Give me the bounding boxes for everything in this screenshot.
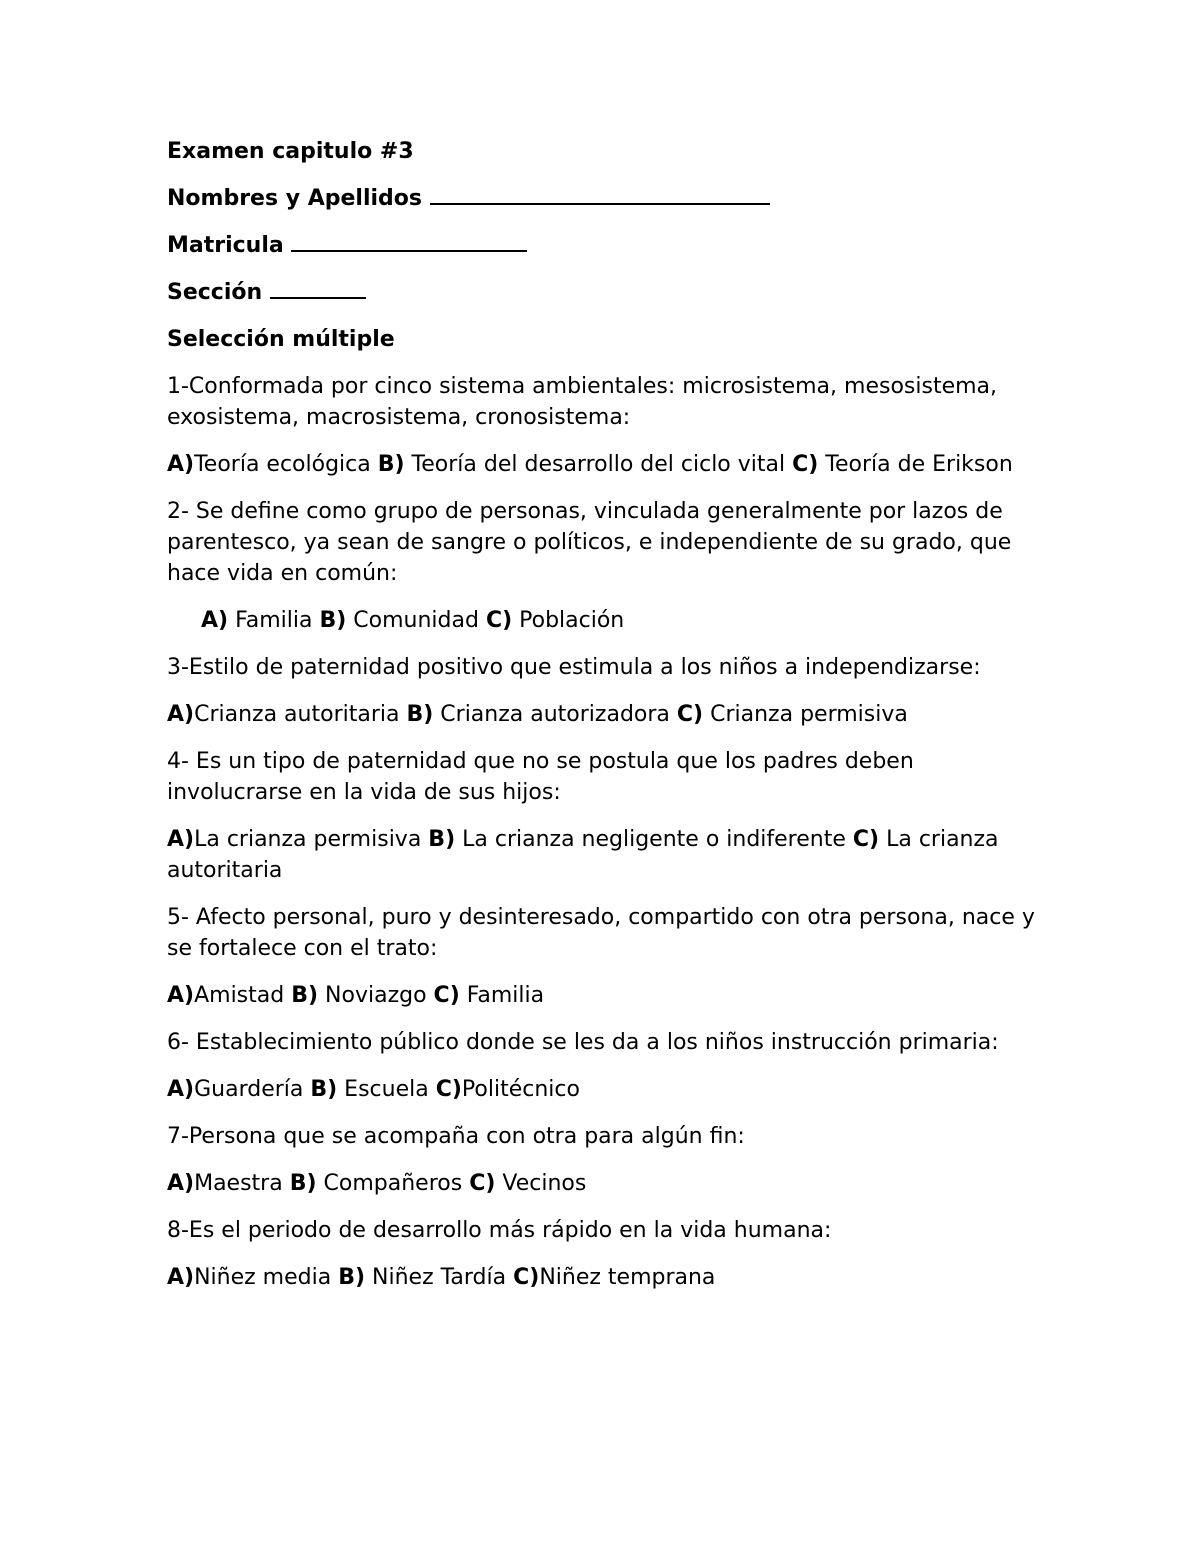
- option-label: A): [167, 1265, 195, 1290]
- option-text: Crianza autorizadora: [433, 702, 677, 727]
- question-options: [167, 1262, 1047, 1293]
- exam-content: [167, 136, 1047, 1309]
- option-text: Niñez temprana: [539, 1265, 716, 1290]
- id-field-line: [167, 230, 1047, 261]
- option-label: B): [338, 1265, 366, 1290]
- question-options: [167, 605, 1047, 636]
- section-heading: Selección múltiple: [167, 327, 395, 352]
- option-label: B): [289, 1171, 317, 1196]
- option-text: Vecinos: [495, 1171, 587, 1196]
- option-text: Teoría ecológica: [194, 452, 378, 477]
- option-text: La crianza autoritaria: [167, 827, 999, 883]
- option-label: A): [167, 827, 195, 852]
- option-label: B): [291, 983, 319, 1008]
- name-blank[interactable]: [430, 202, 770, 205]
- question-text: 4- Es un tipo de paternidad que no se postula que los padres deben involucrarse en la vida de sus hijos:: [167, 749, 914, 805]
- option-label: C): [792, 452, 819, 477]
- option-label: C): [513, 1265, 540, 1290]
- option-text: La crianza negligente o indiferente: [455, 827, 853, 852]
- option-text: Politécnico: [461, 1077, 580, 1102]
- option-label: C): [435, 1077, 462, 1102]
- question-text: 2- Se define como grupo de personas, vinculada generalmente por lazos de parentesco, ya sean de sangre o políticos, e independiente de su grado, que hace vida en común:: [167, 499, 1012, 586]
- option-text: Noviazgo: [318, 983, 434, 1008]
- id-blank[interactable]: [291, 249, 527, 252]
- option-text: Teoría de Erikson: [818, 452, 1013, 477]
- option-text: Niñez Tardía: [365, 1265, 514, 1290]
- question-text: 6- Establecimiento público donde se les da a los niños instrucción primaria:: [167, 1030, 999, 1055]
- option-label: A): [167, 983, 195, 1008]
- section-blank[interactable]: [270, 296, 366, 299]
- option-label: A): [167, 452, 195, 477]
- option-text: Compañeros: [316, 1171, 470, 1196]
- option-label: C): [676, 702, 704, 727]
- option-text: Maestra: [194, 1171, 290, 1196]
- option-label: B): [406, 702, 434, 727]
- option-label: A): [167, 1077, 195, 1102]
- question-options: [167, 1168, 1047, 1199]
- option-text: Crianza autoritaria: [194, 702, 407, 727]
- option-label: A): [167, 702, 195, 727]
- section-label: Sección: [167, 280, 263, 305]
- name-label: Nombres y Apellidos: [167, 186, 422, 211]
- question-text: 1-Conformada por cinco sistema ambientales: microsistema, mesosistema, exosistema, macrosistema, cronosistema:: [167, 374, 998, 430]
- question-options: [167, 824, 1047, 886]
- question-options: [167, 699, 1047, 730]
- option-text: Niñez media: [194, 1265, 339, 1290]
- option-text: Escuela: [337, 1077, 436, 1102]
- question-options: [167, 449, 1047, 480]
- option-text: Familia: [228, 608, 320, 633]
- question-text: 7-Persona que se acompaña con otra para algún fin:: [167, 1124, 745, 1149]
- option-label: B): [310, 1077, 338, 1102]
- option-label: A): [167, 1171, 195, 1196]
- question-text: 5- Afecto personal, puro y desinteresado, compartido con otra persona, nace y se fortalece con el trato:: [167, 905, 1035, 961]
- option-text: Guardería: [194, 1077, 311, 1102]
- option-text: Crianza permisiva: [703, 702, 908, 727]
- id-label: Matricula: [167, 233, 284, 258]
- question-options: [167, 1074, 1047, 1105]
- option-label: C): [433, 983, 460, 1008]
- question-text: 3-Estilo de paternidad positivo que estimula a los niños a independizarse:: [167, 655, 981, 680]
- question-options: [167, 980, 1047, 1011]
- option-text: Amistad: [194, 983, 292, 1008]
- option-label: B): [428, 827, 456, 852]
- option-label: C): [485, 608, 513, 633]
- exam-title: Examen capitulo #3: [167, 139, 414, 164]
- name-field-line: [167, 183, 1047, 214]
- option-label: B): [319, 608, 347, 633]
- option-text: Población: [512, 608, 625, 633]
- option-label: C): [852, 827, 880, 852]
- option-text: Teoría del desarrollo del ciclo vital: [404, 452, 793, 477]
- option-label: B): [377, 452, 405, 477]
- option-label: A): [201, 608, 229, 633]
- option-label: C): [469, 1171, 496, 1196]
- section-field-line: [167, 277, 1047, 308]
- option-text: Comunidad: [346, 608, 486, 633]
- option-text: La crianza permisiva: [194, 827, 429, 852]
- question-text: 8-Es el periodo de desarrollo más rápido en la vida humana:: [167, 1218, 832, 1243]
- option-text: Familia: [459, 983, 545, 1008]
